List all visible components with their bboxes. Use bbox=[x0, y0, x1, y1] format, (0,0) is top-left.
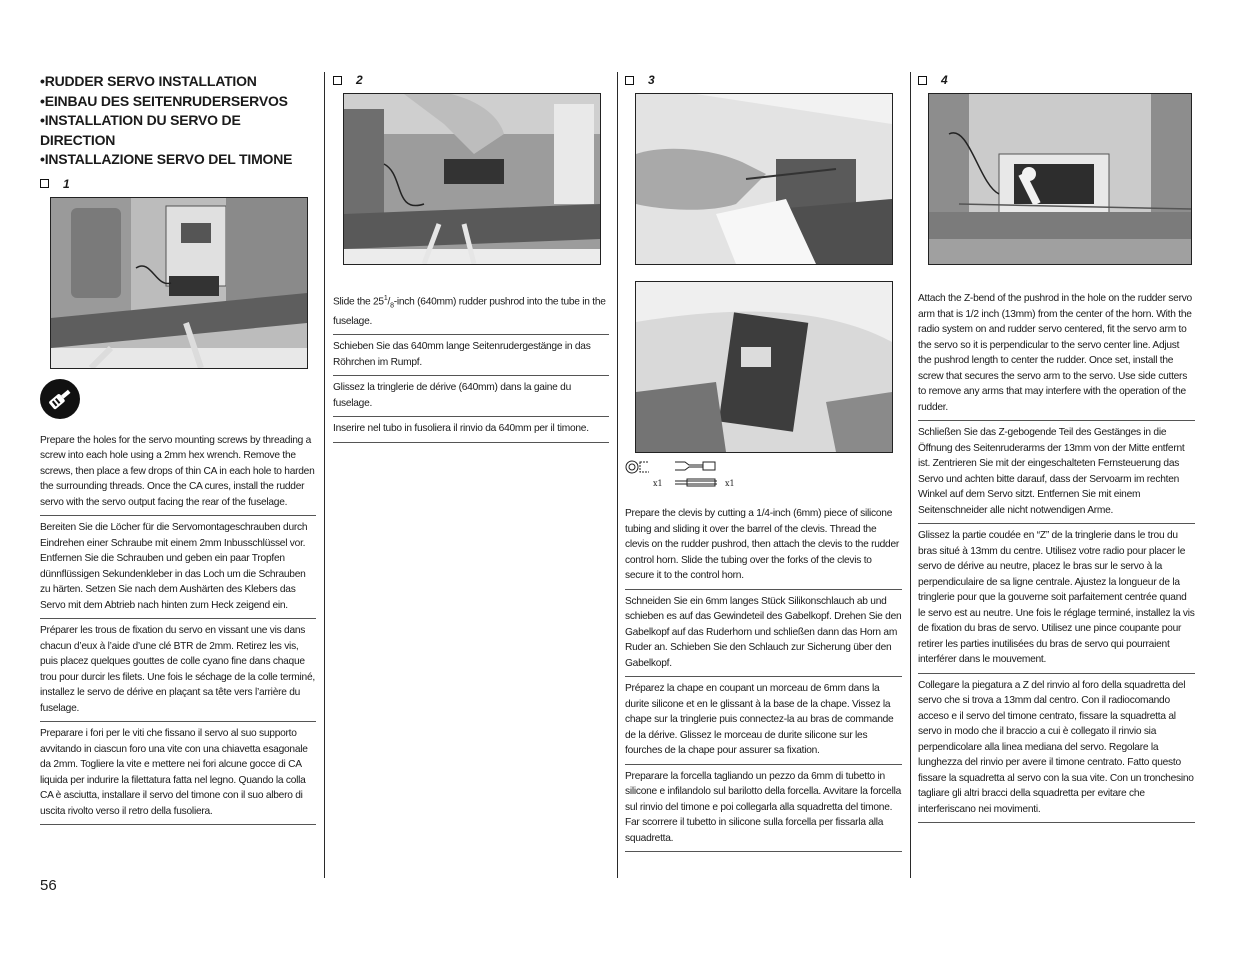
instruction-de: Schließen Sie das Z-gebogende Teil des Gestänges in die Öffnung des Seitenruderarms der 13mm von der Mitte entfernt ist. Zentrieren Sie mit der eingeschalteten Fernsteuerung das Servo und achten bitte darauf, dass der Servoarm im rechten Winkel auf dem Servo sitzt. Entfernen Sie mit einem Seitenschneider alle nicht notwendigen Arme. bbox=[918, 421, 1195, 524]
clevis-icon bbox=[673, 459, 743, 488]
step-4-header bbox=[918, 72, 1195, 88]
step-3-photo-a bbox=[635, 93, 893, 265]
tubing-qty: x1 bbox=[653, 479, 663, 488]
column-step-2 bbox=[333, 72, 609, 443]
step-3-checkbox[interactable] bbox=[625, 76, 634, 85]
step-2-header bbox=[333, 72, 609, 88]
step-3-photo-b bbox=[635, 281, 893, 453]
heading-fr: •INSTALLATION DU SERVO DE DIRECTION bbox=[40, 112, 241, 148]
instruction-fr: Glissez la partie coudée en “Z” de la tringlerie dans le trou du bras situé à 13mm du centre. Utilisez votre radio pour placer le servo de dérive au neutre, placez le bras sur le servo à la perpendiculaire de sa ligne centrale. Ajustez la longueur de la tringlerie pour que la gouverne soit parfaitement centrée quand le servo est au neutre. Une fois le réglage terminé, installez la vis de fixation du bras de servo. Utilisez une pince coupante pour retirer les parties inutilisées du bras de servo qui pourraient interférer dans le mouvement. bbox=[918, 524, 1195, 674]
step-2-checkbox[interactable] bbox=[333, 76, 342, 85]
hex-wrench-icon bbox=[40, 379, 80, 419]
step-4-checkbox[interactable] bbox=[918, 76, 927, 85]
instruction-en: Slide the $25^1/_8$-inch (640mm) rudder pushrod into the tube in the fuselage. bbox=[333, 291, 609, 335]
column-divider-3 bbox=[910, 72, 911, 878]
section-heading bbox=[40, 72, 316, 170]
instruction-en: Prepare the holes for the servo mounting screws by threading a screw into each hole using a 2mm hex wrench. Remove the screws, then place a few drops of thin CA in each hole to harden the surrounding threads. Once the CA cures, install the rudder servo with the servo output facing the rear of the fuselage. bbox=[40, 433, 316, 517]
step-1-instructions bbox=[40, 433, 316, 826]
instruction-en: Attach the Z-bend of the pushrod in the hole on the rudder servo arm that is 1/2 inch (13mm) from the center of the horn. With the radio system on and rudder servo centered, fit the servo arm to the servo so it is perpendicular to the servo center line. Adjust the pushrod length to center the rudder. Once set, install the screw that secures the servo arm to the servo. Use side cutters to remove any arms that may interfere with the operation of the rudder. bbox=[918, 291, 1195, 421]
column-step-3 bbox=[625, 72, 902, 852]
heading-it: •INSTALLAZIONE SERVO DEL TIMONE bbox=[40, 151, 293, 167]
column-divider-1 bbox=[324, 72, 325, 878]
column-step-1 bbox=[40, 72, 316, 825]
step-4-instructions bbox=[918, 291, 1195, 823]
instruction-de: Schneiden Sie ein 6mm langes Stück Silikonschlauch ab und schieben es auf das Gewindeteil des Gabelkopf. Drehen Sie den Gabelkopf auf das Ruderhorn und schließen dann das Horn am Ruder an. Schieben Sie den Schlauch zur Sicherung über den Gabelkopf. bbox=[625, 590, 902, 678]
parts-illustration bbox=[625, 459, 902, 491]
step-2-photo bbox=[343, 93, 601, 265]
step-4-number: 4 bbox=[941, 73, 948, 87]
step-1-number: 1 bbox=[63, 176, 70, 191]
step-2-number: 2 bbox=[356, 73, 363, 87]
instruction-fr: Glissez la tringlerie de dérive (640mm) dans la gaine du fuselage. bbox=[333, 376, 609, 417]
step-1-header bbox=[40, 176, 316, 192]
instruction-it: Collegare la piegatura a Z del rinvio al foro della squadretta del servo che si trova a 13mm dal centro. Con il radiocomando acceso e il servo del timone centrato, fissare la squadretta al servo in modo che il braccio a cui è collegato il rinvio sia perpendicolare alla linea mediana del servo. Regolare la lunghezza del rinvio per avere il timone centrato. Fatto questo fissare la squadretta al servo con la sua vite. Con un tronchesino tagliare gli altri bracci della squadretta per evitare che interferiscano nei movimenti. bbox=[918, 674, 1195, 824]
instruction-de: Bereiten Sie die Löcher für die Servomontageschrauben durch Eindrehen einer Schraube mit einem 2mm Inbusschlüssel vor. Entfernen Sie die Schrauben und geben ein paar Tropfen dünnflüssigen Sekundenkleber in das Loch um die Schrauben zu härten. Setzen Sie nach dem Aushärten des Klebers das Servo mit dem Abtrieb nach hinten zum Heck zeigend ein. bbox=[40, 516, 316, 619]
step-3-number: 3 bbox=[648, 73, 655, 87]
silicone-tubing-icon bbox=[625, 459, 663, 488]
step-4-photo bbox=[928, 93, 1192, 265]
step-3-instructions bbox=[625, 506, 902, 852]
instruction-fr: Préparer les trous de fixation du servo en vissant une vis dans chacun d’eux à l’aide d’une clé BTR de 2mm. Retirez les vis, puis placez quelques gouttes de colle cyano fine dans chaque trou pour durcir les filets. Une fois le séchage de la colle terminé, installez le servo de dérive en plaçant sa tête vers l’arrière du fuselage. bbox=[40, 619, 316, 722]
step-1-photo bbox=[50, 197, 308, 369]
instruction-it: Preparare i fori per le viti che fissano il servo al suo supporto avvitando in ciascun foro una vite con una chiavetta esagonale da 2mm. Togliere la vite e mettere nei fori alcune gocce di CA liquida per indurire la filettatura fatta nel legno. Quando la colla CA è asciutta, installare il servo del timone con il suo albero di uscita rivolto verso il retro della fusoliera. bbox=[40, 722, 316, 825]
step-3-header bbox=[625, 72, 902, 88]
instruction-en: Prepare the clevis by cutting a 1/4-inch (6mm) piece of silicone tubing and sliding it over the barrel of the clevis. Thread the clevis on the rudder pushrod, then attach the clevis to the rudder control horn. Slide the tubing over the forks of the clevis to secure it to the control horn. bbox=[625, 506, 902, 590]
heading-en: •RUDDER SERVO INSTALLATION bbox=[40, 73, 257, 89]
clevis-qty: x1 bbox=[725, 479, 735, 488]
instruction-de: Schieben Sie das 640mm lange Seitenrudergestänge in das Röhrchen im Rumpf. bbox=[333, 335, 609, 376]
step-1-checkbox[interactable] bbox=[40, 179, 49, 188]
step-2-instructions bbox=[333, 291, 609, 443]
instruction-it: Inserire nel tubo in fusoliera il rinvio da 640mm per il timone. bbox=[333, 417, 609, 443]
column-step-4 bbox=[918, 72, 1195, 823]
page-number: 56 bbox=[40, 877, 57, 894]
column-divider-2 bbox=[617, 72, 618, 878]
heading-de: •EINBAU DES SEITENRUDERSERVOS bbox=[40, 92, 288, 109]
instruction-fr: Préparez la chape en coupant un morceau de 6mm dans la durite silicone et en le glissant à la base de la chape. Vissez la chape sur la tringlerie puis connectez-la au bras de commande de la dérive. Glissez le morceau de durite silicone sur les fourches de la chape pour assurer sa fixation. bbox=[625, 677, 902, 765]
instruction-it: Preparare la forcella tagliando un pezzo da 6mm di tubetto in silicone e infilandolo sul barilotto della forcella. Avvitare la forcella sul rinvio del timone e poi collegarla alla squadretta del timone. Far scorrere il tubetto in silicone sulla forcella per fissarla alla squadretta. bbox=[625, 765, 902, 853]
